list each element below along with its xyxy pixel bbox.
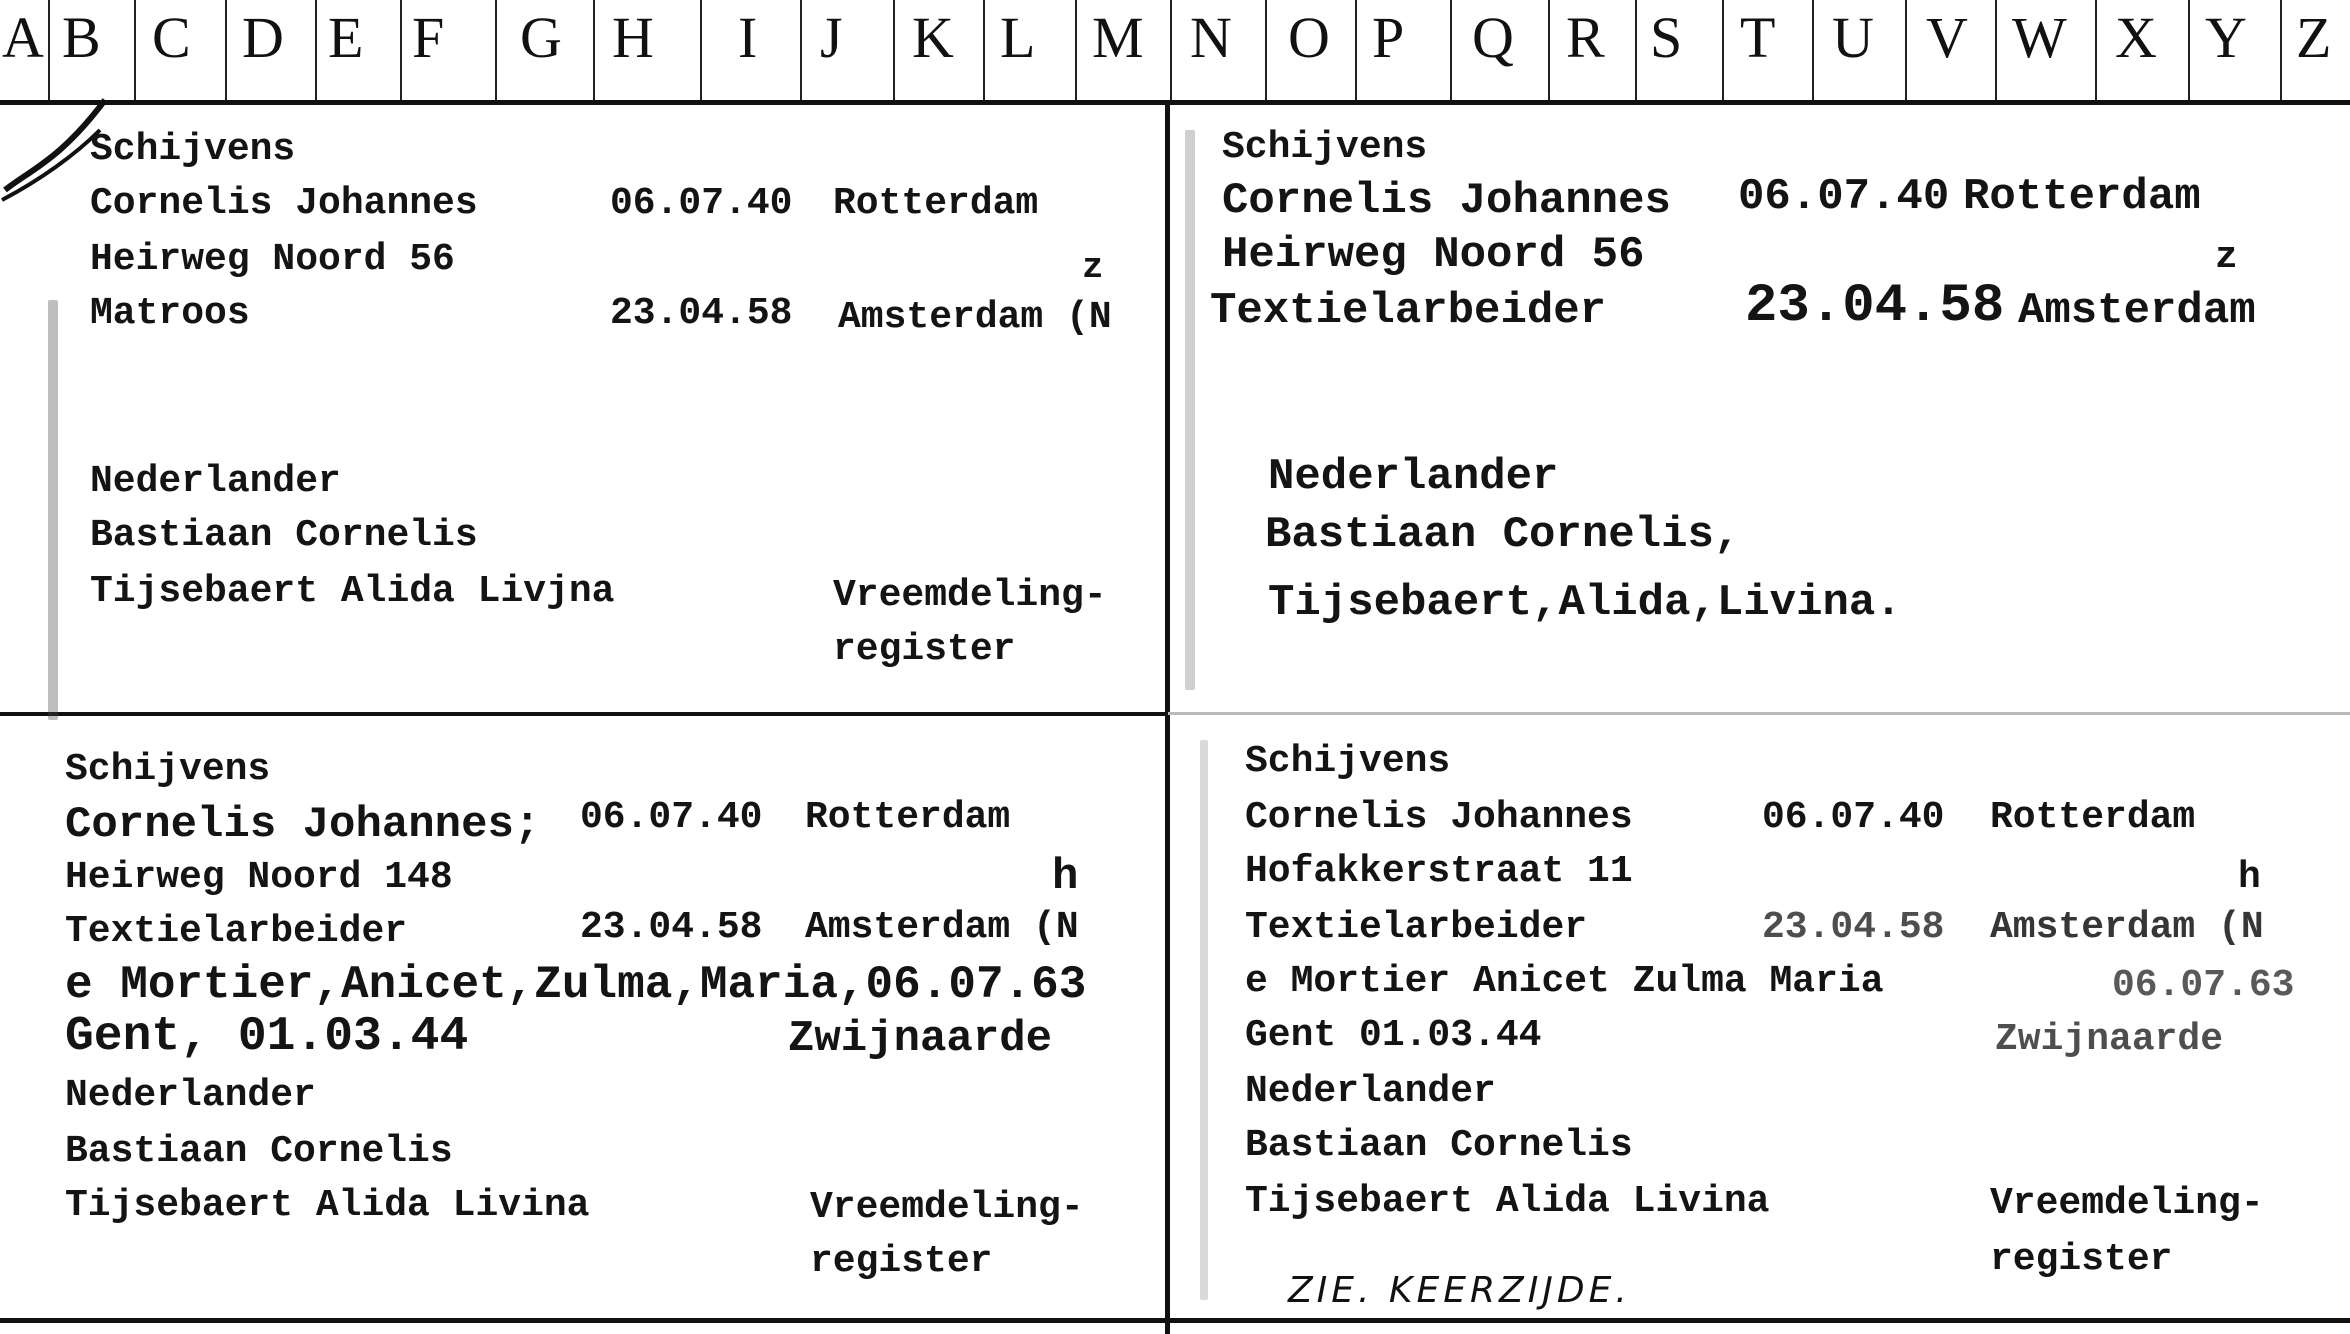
given-names: Cornelis Johannes [1222, 176, 1671, 226]
registration-place: Amsterdam [2018, 286, 2256, 336]
index-letter-l: L [1000, 5, 1036, 70]
index-divider [1450, 0, 1452, 100]
nationality: Nederlander [90, 460, 341, 503]
spouse-birth: Gent, 01.03.44 [65, 1010, 469, 1064]
address: Heirweg Noord 56 [1222, 230, 1645, 280]
mother-name: Tijsebaert Alida Livina [1245, 1180, 1770, 1223]
birth-place: Rotterdam [805, 796, 1011, 839]
index-divider [700, 0, 702, 100]
index-letter-m: M [1092, 5, 1144, 70]
index-letter-o: O [1288, 5, 1330, 70]
birth-date: 06.07.40 [1762, 796, 1945, 839]
spouse-details: e Mortier,Anicet,Zulma,Maria,06.07.63 [65, 959, 1087, 1011]
registration-place: Amsterdam (N [838, 296, 1112, 339]
index-divider [1075, 0, 1077, 100]
birth-date: 06.07.40 [1738, 172, 1950, 222]
register-label-line2: register [1990, 1238, 2173, 1281]
card-horizontal-divider-right [1168, 712, 2350, 715]
index-divider [983, 0, 985, 100]
scan-artifact [1200, 740, 1208, 1300]
card-mark: z [2215, 236, 2238, 279]
surname: Schijvens [65, 748, 271, 791]
surname: Schijvens [1222, 126, 1428, 169]
index-divider [1355, 0, 1357, 100]
father-name: Bastiaan Cornelis, [1265, 510, 1741, 560]
registration-date: 23.04.58 [580, 906, 763, 949]
occupation: Textielarbeider [1210, 286, 1607, 336]
spouse-birth: Gent 01.03.44 [1245, 1014, 1542, 1057]
birth-date: 06.07.40 [580, 796, 763, 839]
index-letter-z: Z [2296, 5, 2332, 70]
registration-place: Amsterdam (N [1990, 906, 2264, 949]
index-divider [1995, 0, 1997, 100]
mother-name: Tijsebaert Alida Livina [65, 1184, 590, 1227]
index-letter-x: X [2115, 5, 2157, 70]
birth-place: Rotterdam [833, 182, 1039, 225]
index-letter-d: D [242, 5, 284, 70]
occupation: Textielarbeider [65, 910, 408, 953]
index-letter-v: V [1926, 5, 1968, 70]
mother-name: Tijsebaert Alida Livjna [90, 570, 615, 613]
address: Heirweg Noord 56 [90, 238, 455, 281]
spouse-date: 06.07.63 [2112, 964, 2295, 1007]
index-letter-u: U [1832, 5, 1874, 70]
register-label-line2: register [810, 1240, 993, 1283]
register-label-line2: register [833, 628, 1016, 671]
birth-place: Rotterdam [1963, 172, 2201, 222]
father-name: Bastiaan Cornelis [90, 514, 478, 557]
index-letter-t: T [1740, 5, 1776, 70]
index-letter-h: H [612, 5, 654, 70]
index-letter-a: A [2, 5, 44, 70]
index-divider [893, 0, 895, 100]
index-divider [2095, 0, 2097, 100]
index-divider [2280, 0, 2282, 100]
spouse-place: Zwijnaarde [788, 1014, 1053, 1064]
card-mark: h [2238, 856, 2261, 899]
given-names: Cornelis Johannes [1245, 796, 1633, 839]
index-letter-s: S [1650, 5, 1683, 70]
alphabet-index-strip [0, 0, 2350, 105]
registration-date: 23.04.58 [1745, 276, 2005, 337]
index-divider [1905, 0, 1907, 100]
spouse-place: Zwijnaarde [1995, 1018, 2224, 1061]
index-letter-k: K [912, 5, 954, 70]
index-letter-c: C [152, 5, 191, 70]
index-letter-q: Q [1472, 5, 1514, 70]
index-divider [800, 0, 802, 100]
index-letter-g: G [520, 5, 562, 70]
spouse-details: e Mortier Anicet Zulma Maria [1245, 960, 1884, 1003]
index-divider [1635, 0, 1637, 100]
index-letter-r: R [1566, 5, 1605, 70]
handwritten-note: ZIE. KEERZIJDE. [1288, 1270, 1631, 1311]
index-divider [1722, 0, 1724, 100]
index-letter-i: I [738, 5, 758, 70]
index-divider [495, 0, 497, 100]
card-mark: z [1082, 247, 1104, 288]
index-divider [1265, 0, 1267, 100]
index-divider [2188, 0, 2190, 100]
surname: Schijvens [1245, 740, 1451, 783]
register-label-line1: Vreemdeling- [810, 1186, 1084, 1229]
card-vertical-divider [1165, 105, 1170, 1334]
surname: Schijvens [90, 128, 296, 171]
address: Heirweg Noord 148 [65, 856, 453, 899]
index-letter-e: E [328, 5, 364, 70]
index-letter-b: B [62, 5, 101, 70]
birth-place: Rotterdam [1990, 796, 2196, 839]
scan-artifact [1185, 130, 1195, 690]
nationality: Nederlander [1245, 1070, 1496, 1113]
index-letter-p: P [1372, 5, 1405, 70]
index-letter-w: W [2012, 5, 2067, 70]
register-label-line1: Vreemdeling- [1990, 1182, 2264, 1225]
register-label-line1: Vreemdeling- [833, 574, 1107, 617]
scan-artifact [48, 300, 58, 720]
index-letter-y: Y [2205, 5, 2247, 70]
index-divider [1548, 0, 1550, 100]
mother-name: Tijsebaert,Alida,Livina. [1268, 578, 1902, 628]
index-divider [593, 0, 595, 100]
given-names: Cornelis Johannes [90, 182, 478, 225]
address: Hofakkerstraat 11 [1245, 850, 1633, 893]
card-bottom-edge [0, 1318, 2350, 1323]
index-divider [225, 0, 227, 100]
index-letter-n: N [1190, 5, 1232, 70]
index-divider [1170, 0, 1172, 100]
registration-date: 23.04.58 [1762, 906, 1945, 949]
index-letter-j: J [820, 5, 843, 70]
birth-date: 06.07.40 [610, 182, 793, 225]
index-divider [1812, 0, 1814, 100]
card-horizontal-divider-left [0, 712, 1168, 716]
index-divider [315, 0, 317, 100]
father-name: Bastiaan Cornelis [1245, 1124, 1633, 1167]
occupation: Textielarbeider [1245, 906, 1588, 949]
index-letter-f: F [412, 5, 445, 70]
nationality: Nederlander [1268, 452, 1559, 502]
index-divider [134, 0, 136, 100]
registration-date: 23.04.58 [610, 292, 793, 335]
card-mark: h [1052, 852, 1079, 902]
registration-place: Amsterdam (N [805, 906, 1079, 949]
father-name: Bastiaan Cornelis [65, 1130, 453, 1173]
index-divider [400, 0, 402, 100]
given-names: Cornelis Johannes; [65, 800, 541, 850]
occupation: Matroos [90, 292, 250, 335]
nationality: Nederlander [65, 1074, 316, 1117]
